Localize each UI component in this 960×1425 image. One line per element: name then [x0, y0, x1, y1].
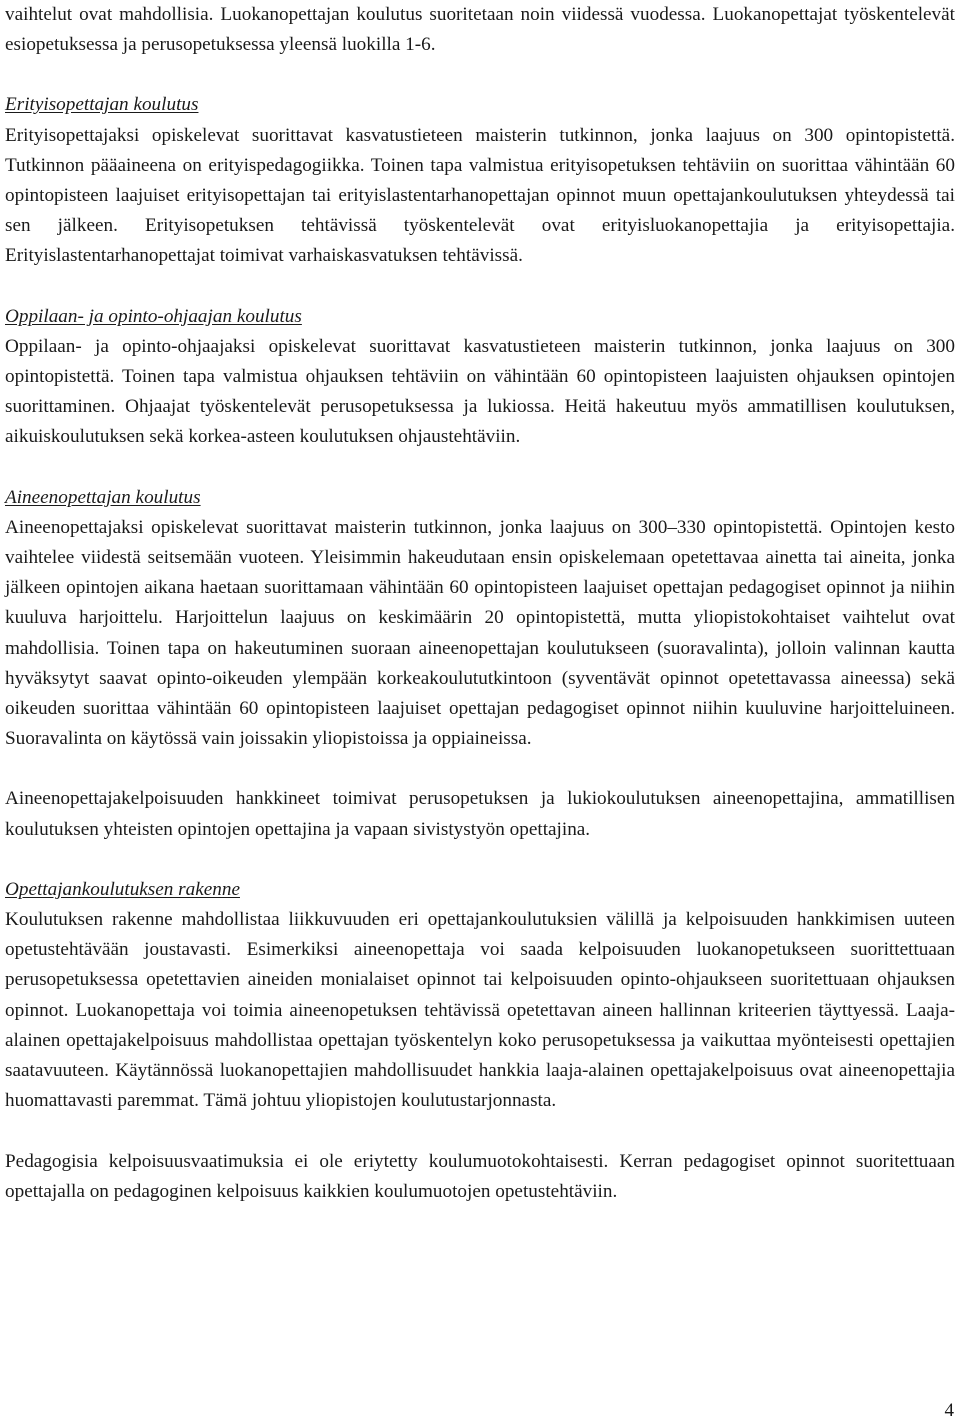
document-page	[5, 0, 955, 1207]
paragraph-gap	[5, 453, 955, 483]
paragraph-gap	[5, 60, 955, 90]
body-paragraph: Aineenopettajakelpoisuuden hankkineet toimivat perusopetuksen ja lukiokoulutuksen aineenopettajina, ammatillisen koulutuksen yhteisten opintojen opettajina ja vapaan sivistystyön opettajina.	[5, 788, 955, 840]
section-counselor-education	[5, 302, 955, 453]
section-intro	[5, 0, 955, 60]
body-paragraph: Pedagogisia kelpoisuusvaatimuksia ei ole eriytetty koulumuotokohtaisesti. Kerran pedagogiset opinnot suoritettuaan opettajalla on pedagoginen kelpoisuus kaikkien koulumuotojen opetustehtäviin.	[5, 1150, 955, 1202]
page-number: 4	[944, 1400, 954, 1421]
body-paragraph: Koulutuksen rakenne mahdollistaa liikkuvuuden eri opettajankoulutuksien välillä ja kelpoisuuden hankkimisen uuteen opetustehtävään joustavasti. Esimerkiksi aineenopettaja voi saada kelpoisuuden luokanopetukseen suorittettuaan perusopetuksessa opetettavien aineiden monialaiset opinnot tai kelpoisuuden opinto-ohjaukseen suoritettuaan ohjauksen opinnot. Luokanopettaja voi toimia aineenopetuksen tehtävissä opetettavan aineen hallinnan kriteerien täyttyessä. Laaja-alainen opettajakelpoisuus mahdollistaa opettajan työskentelyn koko perusopetuksessa ja vaikuttaa myönteisesti opettajien saatavuuteen. Käytännössä luokanopettajien mahdollisuudet hankkia laaja-alainen opettajakelpoisuus ovat aineenopettajia huomattavasti paremmat. Tämä johtuu yliopistojen koulutustarjonnasta.	[5, 909, 955, 1112]
section-special-education	[5, 90, 955, 271]
section-heading: Erityisopettajan koulutus	[5, 94, 199, 116]
section-subject-teacher-education	[5, 483, 955, 845]
paragraph-gap	[5, 1117, 955, 1147]
paragraph-gap	[5, 272, 955, 302]
body-paragraph: Erityisopettajaksi opiskelevat suorittavat kasvatustieteen maisterin tutkinnon, jonka laajuus on 300 opintopistettä. Tutkinnon pääaineena on erityispedagogiikka. Toinen tapa valmistua erityisopetuksen tehtäviin on suorittaa vähintään 60 opintopisteen laajuiset erityisopettajan tai erityislastentarhanopettajan opinnot muun opettajankoulutuksen yhteydessä tai sen jälkeen. Erityisopetuksen tehtävissä työskentelevät ovat erityisluokanopettajia ja erityisopettajia. Erityislastentarhanopettajat toimivat varhaiskasvatuksen tehtävissä.	[5, 124, 955, 267]
section-teacher-education-structure	[5, 875, 955, 1207]
section-heading: Opettajankoulutuksen rakenne	[5, 878, 240, 900]
body-paragraph: Oppilaan- ja opinto-ohjaajaksi opiskelevat suorittavat kasvatustieteen maisterin tutkinnon, jonka laajuus on 300 opintopistettä. Toinen tapa valmistua ohjauksen tehtäviin on vähintään 60 opintopisteen laajuisten ohjauksen opintojen suorittaminen. Ohjaajat työskentelevät perusopetuksessa ja lukiossa. Heitä hakeutuu myös ammatillisen koulutuksen, aikuiskoulutuksen sekä korkea-asteen koulutuksen ohjaustehtäviin.	[5, 335, 955, 448]
paragraph-gap	[5, 754, 955, 784]
paragraph-gap	[5, 845, 955, 875]
section-heading: Aineenopettajan koulutus	[5, 486, 201, 508]
section-heading: Oppilaan- ja opinto-ohjaajan koulutus	[5, 305, 302, 327]
body-paragraph: vaihtelut ovat mahdollisia. Luokanopettajan koulutus suoritetaan noin viidessä vuodessa. Luokanopettajat työskentelevät esiopetuksessa ja perusopetuksessa yleensä luokilla 1-6.	[5, 4, 955, 56]
body-paragraph: Aineenopettajaksi opiskelevat suorittavat maisterin tutkinnon, jonka laajuus on 300–330 opintopistettä. Opintojen kesto vaihtelee viidestä seitsemään vuoteen. Yleisimmin hakeudutaan ensin opiskelemaan opetettavaa ainetta tai aineita, jonka jälkeen opintojen aikana haetaan suorittamaan vähintään 60 opintopisteen laajuiset opettajan pedagogiset opinnot ja niihin kuuluva harjoittelu. Harjoittelun laajuus on keskimäärin 20 opintopistettä, mutta yliopistokohtaiset vaihtelut ovat mahdollisia. Toinen tapa on hakeutuminen suoraan aineenopettajan koulutukseen (suoravalinta), jolloin valinnan kautta hyväksytyt saavat opinto-oikeuden ylempään korkeakoulututkintoon (syventävät opinnot opetettavassa aineessa) sekä oikeuden suorittaa vähintään 60 opintopisteen laajuiset opettajan pedagogiset opinnot niihin kuuluvine harjoitteluineen. Suoravalinta on käytössä vain joissakin yliopistoissa ja oppiaineissa.	[5, 516, 955, 750]
